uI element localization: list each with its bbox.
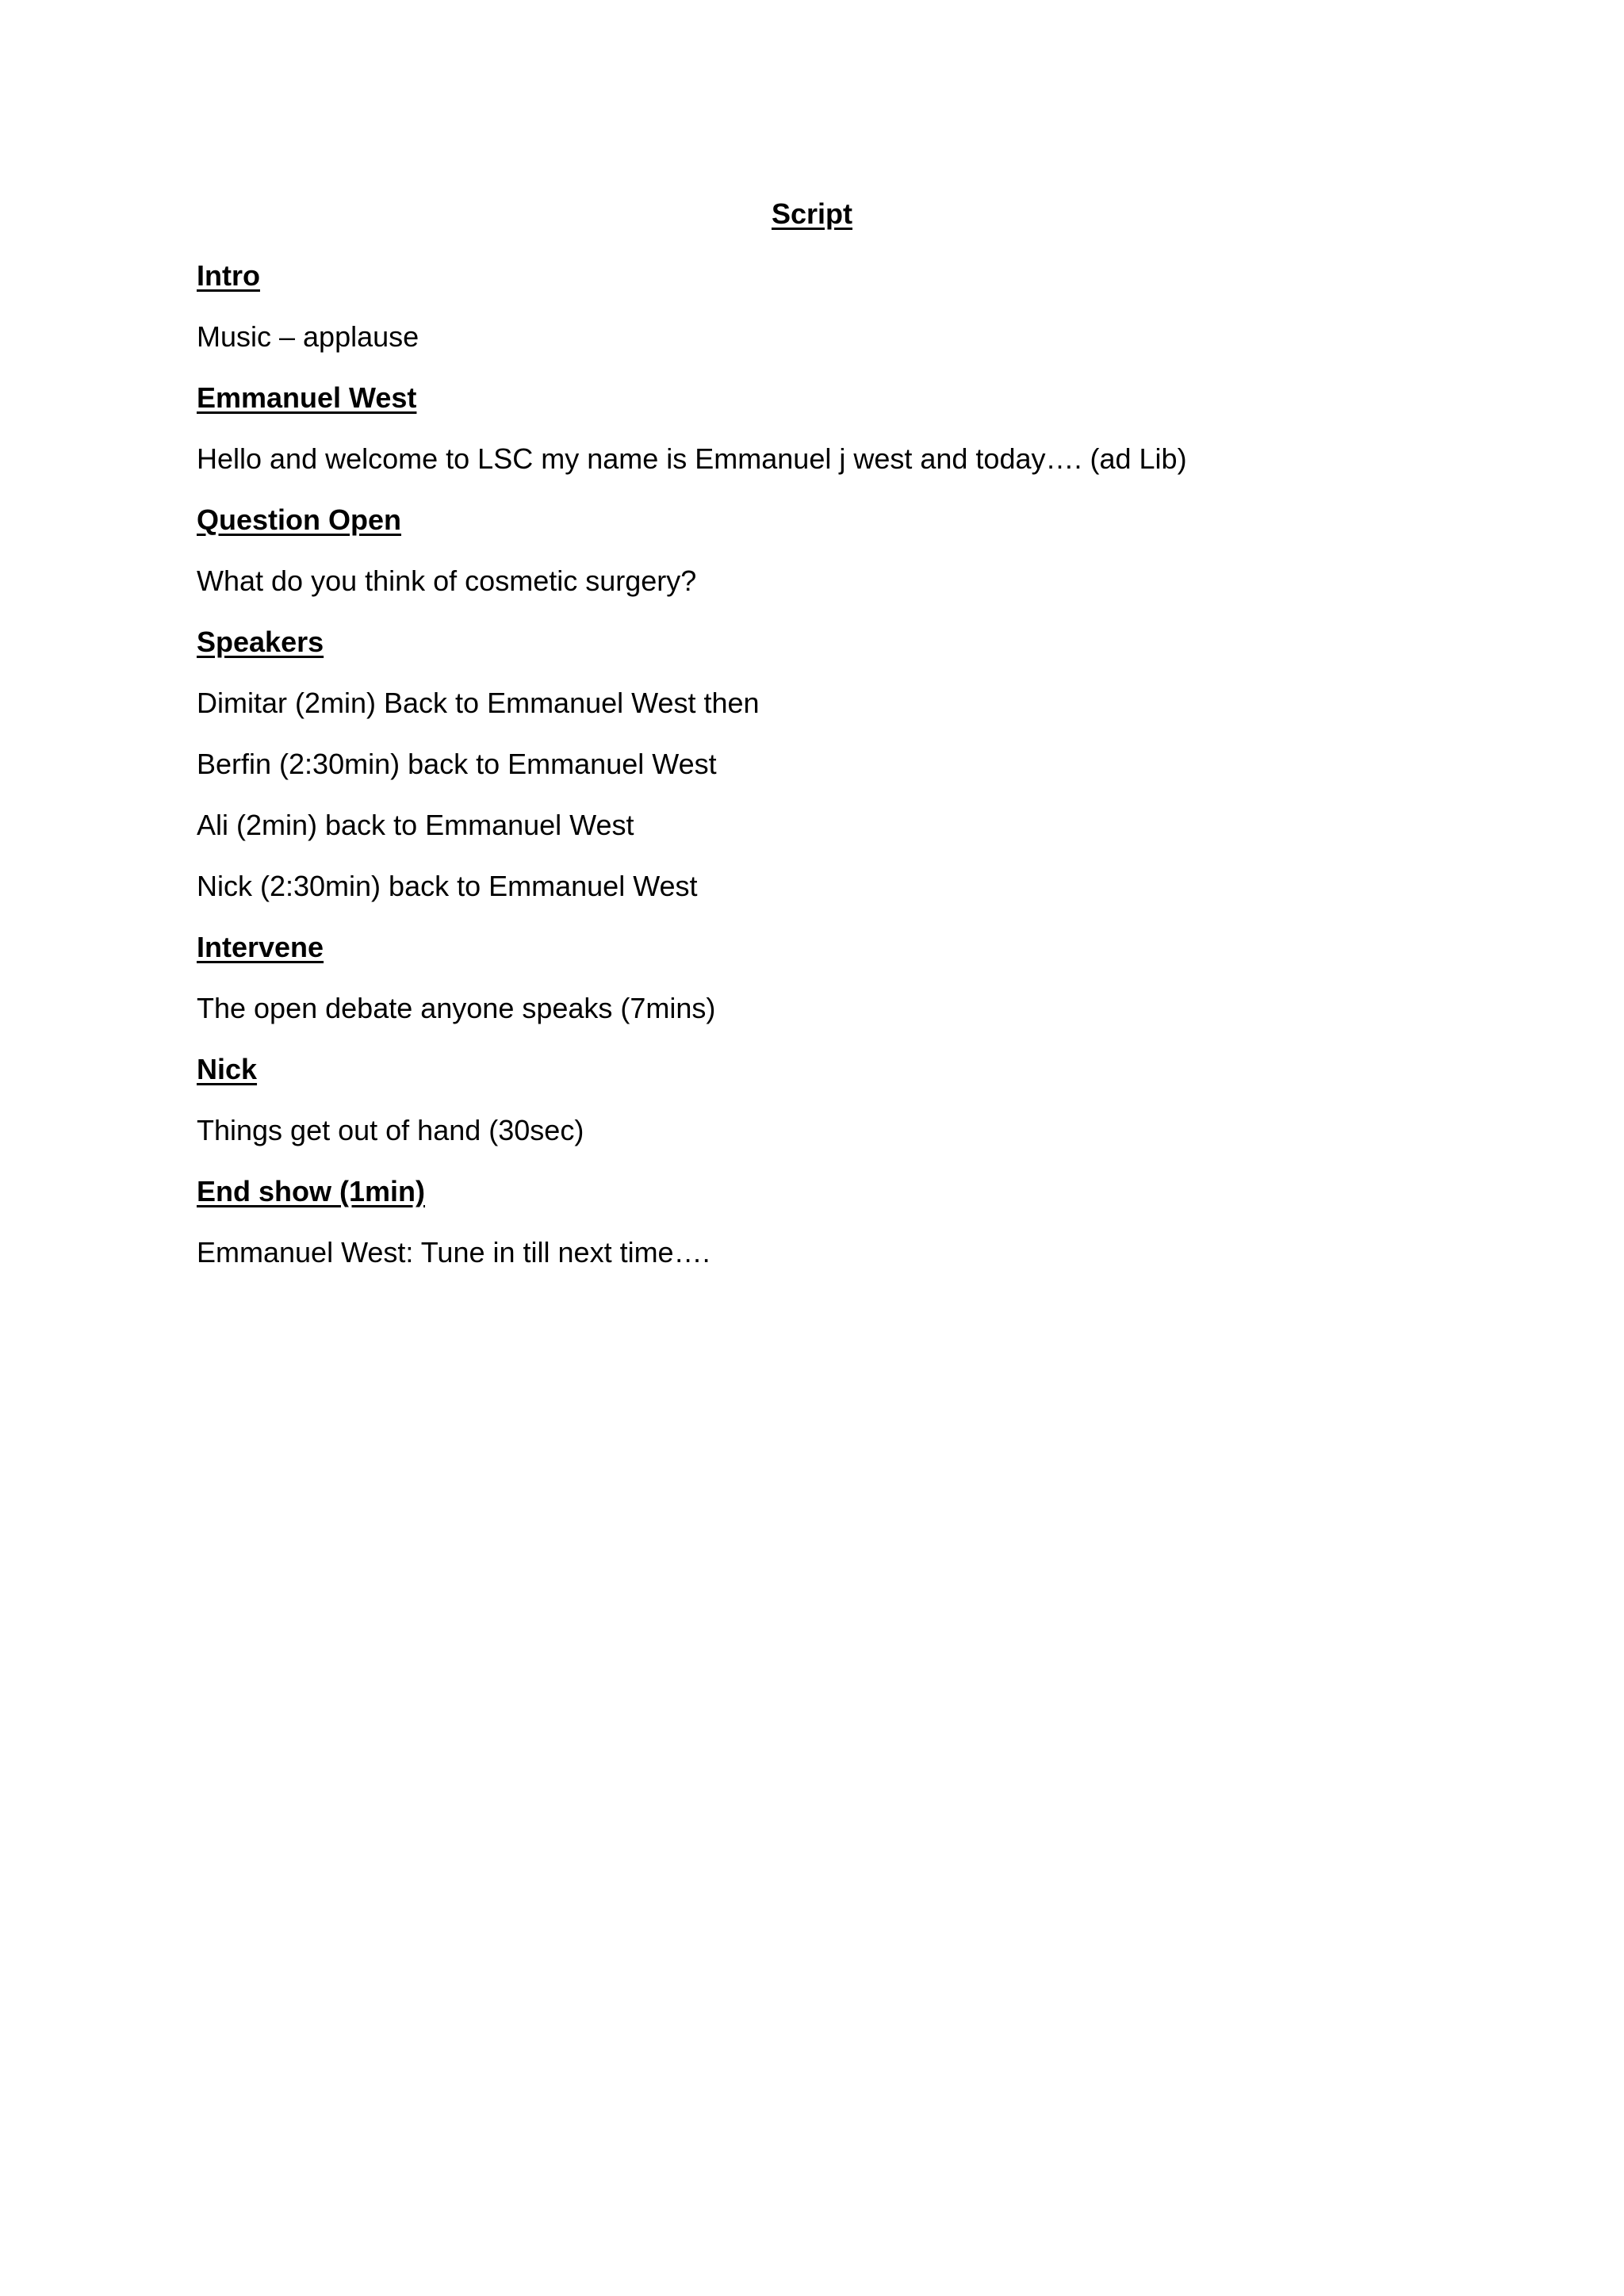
section-heading-intro: Intro bbox=[197, 259, 260, 292]
script-line: Berfin (2:30min) back to Emmanuel West bbox=[197, 748, 717, 780]
section-heading-emmanuel-west: Emmanuel West bbox=[197, 381, 417, 414]
section-heading-end-show: End show (1min) bbox=[197, 1175, 425, 1207]
page-title: Script bbox=[771, 197, 853, 230]
script-line: Emmanuel West: Tune in till next time…. bbox=[197, 1236, 710, 1269]
script-line: Ali (2min) back to Emmanuel West bbox=[197, 809, 634, 841]
section-heading-nick: Nick bbox=[197, 1053, 258, 1085]
script-body bbox=[197, 256, 1465, 1294]
script-line: The open debate anyone speaks (7mins) bbox=[197, 992, 716, 1024]
section-heading-speakers: Speakers bbox=[197, 626, 324, 658]
script-line: Dimitar (2min) Back to Emmanuel West then bbox=[197, 687, 760, 719]
script-line: Hello and welcome to LSC my name is Emmanuel j west and today…. (ad Lib) bbox=[197, 442, 1187, 475]
section-heading-intervene: Intervene bbox=[197, 931, 324, 963]
script-line: What do you think of cosmetic surgery? bbox=[197, 564, 697, 597]
script-line: Music – applause bbox=[197, 320, 419, 353]
section-heading-question-open: Question Open bbox=[197, 503, 402, 536]
script-line: Things get out of hand (30sec) bbox=[197, 1114, 584, 1146]
script-line: Nick (2:30min) back to Emmanuel West bbox=[197, 870, 698, 902]
